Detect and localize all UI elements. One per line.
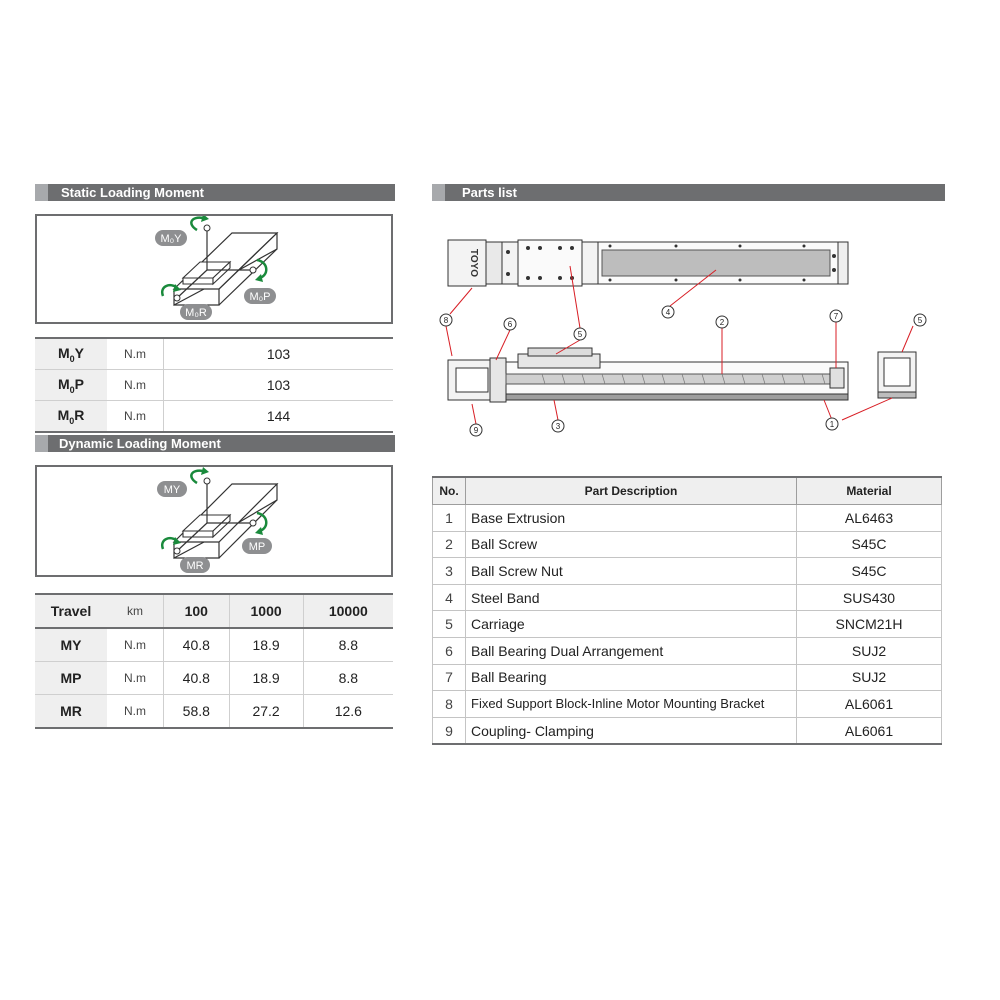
row-unit: N.m <box>107 662 164 695</box>
dynamic-moment-diagram <box>35 465 393 577</box>
table-row <box>433 717 942 744</box>
table-row <box>433 505 942 532</box>
part-material: SUS430 <box>797 584 942 611</box>
static-moment-diagram <box>35 214 393 324</box>
actuator-end-view <box>878 352 916 398</box>
actuator-side-view <box>448 348 848 402</box>
part-desc: Ball Screw <box>466 531 797 558</box>
parts-section-title: Parts list <box>462 185 517 200</box>
table-header-row <box>35 594 393 628</box>
parts-table <box>432 476 942 745</box>
table-row <box>433 531 942 558</box>
part-no: 6 <box>433 637 466 664</box>
dynamic-moment-illustration <box>37 467 391 575</box>
brand-logo: TOYO <box>468 248 479 278</box>
table-row <box>35 662 393 695</box>
part-desc: Ball Bearing Dual Arrangement <box>466 637 797 664</box>
dynamic-section-header <box>35 435 395 452</box>
part-material: AL6061 <box>797 717 942 744</box>
dynamic-label-pitch: MP <box>248 541 266 553</box>
part-no: 3 <box>433 558 466 585</box>
part-desc: Ball Screw Nut <box>466 558 797 585</box>
dynamic-label-yaw: MY <box>163 484 181 496</box>
callout-5: 5 <box>577 330 583 339</box>
table-row <box>35 695 393 729</box>
part-material: SNCM21H <box>797 611 942 638</box>
part-no: 5 <box>433 611 466 638</box>
table-header-row <box>433 477 942 505</box>
static-label-pitch: M₀P <box>249 291 271 303</box>
part-material: SUJ2 <box>797 664 942 691</box>
callout-7: 7 <box>833 312 839 321</box>
part-no: 1 <box>433 505 466 532</box>
table-row <box>433 664 942 691</box>
parts-section-header <box>432 184 945 201</box>
dynamic-label-roll: MR <box>186 560 204 572</box>
row-value: 144 <box>164 401 394 433</box>
table-row <box>433 558 942 585</box>
dynamic-moment-table <box>35 593 393 729</box>
table-row <box>433 637 942 664</box>
static-section-header <box>35 184 395 201</box>
callout-4: 4 <box>665 308 671 317</box>
part-desc: Fixed Support Block-Inline Motor Mounting Bracket <box>466 691 797 718</box>
part-no: 2 <box>433 531 466 558</box>
row-value: 103 <box>164 338 394 370</box>
part-no: 7 <box>433 664 466 691</box>
part-desc: Carriage <box>466 611 797 638</box>
header-col: 100 <box>164 594 230 628</box>
table-row <box>433 611 942 638</box>
part-desc: Steel Band <box>466 584 797 611</box>
static-label-roll: M₀R <box>185 307 207 319</box>
dynamic-section-title: Dynamic Loading Moment <box>59 436 221 451</box>
part-material: SUJ2 <box>797 637 942 664</box>
row-label: M <box>57 406 70 423</box>
part-no: 4 <box>433 584 466 611</box>
callout-3: 3 <box>555 422 561 431</box>
row-unit: N.m <box>107 628 164 662</box>
callout-5-end: 5 <box>917 316 923 325</box>
table-row: $M_0P$ N.m 103 <box>35 370 393 401</box>
row-label: M <box>57 375 70 392</box>
callout-8: 8 <box>443 316 449 325</box>
row-label: MR <box>35 695 107 729</box>
header-unit: km <box>107 594 164 628</box>
callout-6: 6 <box>507 320 513 329</box>
header-desc: Part Description <box>466 477 797 505</box>
row-value: 103 <box>164 370 394 401</box>
row-label: M <box>57 344 70 361</box>
header-material: Material <box>797 477 942 505</box>
part-material: AL6463 <box>797 505 942 532</box>
part-no: 9 <box>433 717 466 744</box>
header-travel: Travel <box>35 594 107 628</box>
part-desc: Ball Bearing <box>466 664 797 691</box>
part-desc: Base Extrusion <box>466 505 797 532</box>
header-col: 1000 <box>229 594 303 628</box>
row-value: 58.8 <box>164 695 230 729</box>
callout-9: 9 <box>473 426 479 435</box>
row-value: 18.9 <box>229 628 303 662</box>
table-row <box>35 628 393 662</box>
static-moment-illustration <box>37 216 391 322</box>
row-value: 8.8 <box>303 628 393 662</box>
row-value: 27.2 <box>229 695 303 729</box>
row-unit: N.m <box>107 338 164 370</box>
table-row <box>433 584 942 611</box>
static-moment-table <box>35 337 393 433</box>
table-row <box>433 691 942 718</box>
row-value: 40.8 <box>164 628 230 662</box>
row-value: 18.9 <box>229 662 303 695</box>
row-unit: N.m <box>107 370 164 401</box>
part-no: 8 <box>433 691 466 718</box>
row-value: 40.8 <box>164 662 230 695</box>
row-label: MP <box>35 662 107 695</box>
part-material: AL6061 <box>797 691 942 718</box>
header-no: No. <box>433 477 466 505</box>
part-material: S45C <box>797 531 942 558</box>
row-label: MY <box>35 628 107 662</box>
table-row: $M_0Y$ N.m 103 <box>35 338 393 370</box>
table-row: $M_0R$ N.m 144 <box>35 401 393 433</box>
parts-drawing <box>432 228 945 440</box>
row-value: 12.6 <box>303 695 393 729</box>
row-unit: N.m <box>107 401 164 433</box>
header-col: 10000 <box>303 594 393 628</box>
static-label-yaw: M₀Y <box>160 233 182 245</box>
row-unit: N.m <box>107 695 164 729</box>
row-value: 8.8 <box>303 662 393 695</box>
actuator-top-view <box>448 240 848 286</box>
callout-2: 2 <box>719 318 725 327</box>
static-section-title: Static Loading Moment <box>61 185 204 200</box>
part-desc: Coupling- Clamping <box>466 717 797 744</box>
part-material: S45C <box>797 558 942 585</box>
callout-1: 1 <box>829 420 835 429</box>
